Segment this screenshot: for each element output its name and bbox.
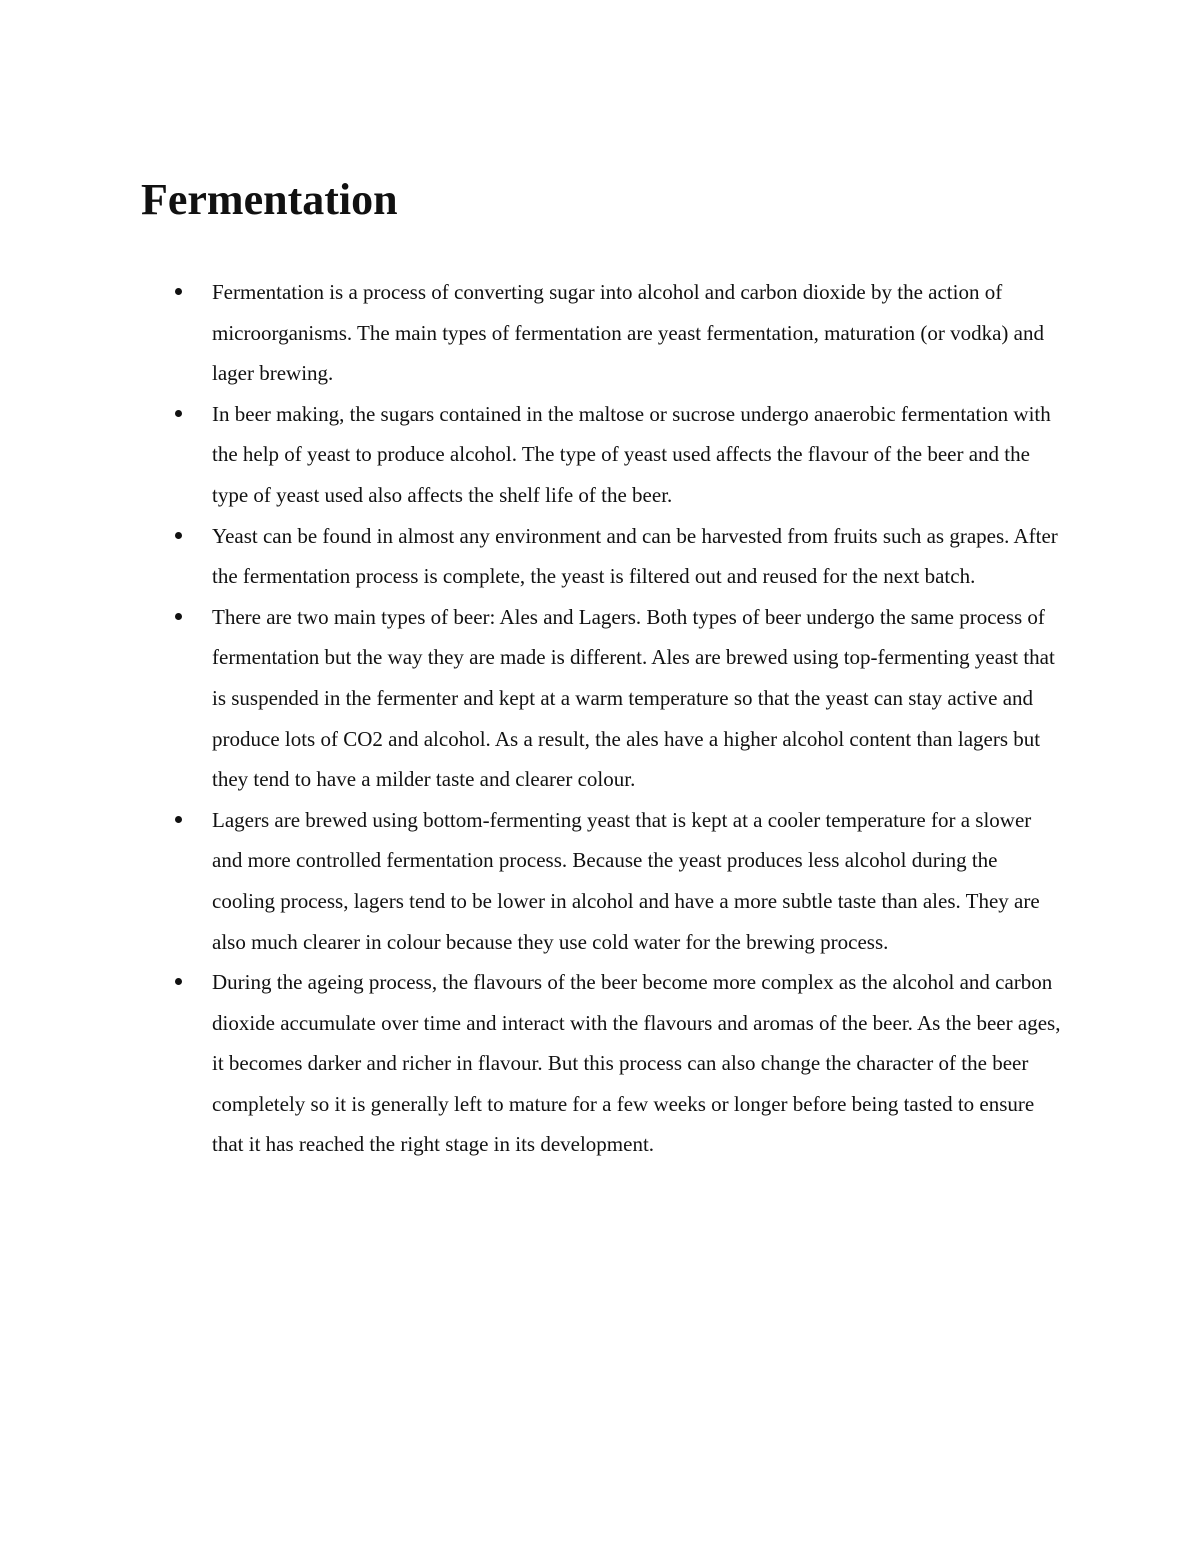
bullet-text: During the ageing process, the flavours of the beer become more complex as the alcohol and carbon dioxide accumulate over time and interact with the flavours and aromas of the beer. As the beer ages, it becomes darker and richer in flavour. But this process can also change the character of the beer completely so it is generally left to mature for a few weeks or longer before being tasted to ensure that it has reached the right stage in its development. <box>212 970 1061 1157</box>
bullet-text: Lagers are brewed using bottom-fermenting yeast that is kept at a cooler temperature for a slower and more controlled fermentation process. Because the yeast produces less alcohol during the cooling process, lagers tend to be lower in alcohol and have a more subtle taste than ales. They are also much clearer in colour because they use cold water for the brewing process. <box>212 807 1040 954</box>
list-item <box>0 516 1200 597</box>
list-item <box>0 800 1200 962</box>
bullet-text: There are two main types of beer: Ales and Lagers. Both types of beer undergo the same process of fermentation but the way they are made is different. Ales are brewed using top-fermenting yeast that is suspended in the fermenter and kept at a warm temperature so that the yeast can stay active and produce lots of CO2 and alcohol. As a result, the ales have a higher alcohol content than lagers but they tend to have a milder taste and clearer colour. <box>212 604 1055 792</box>
list-item <box>0 272 1200 394</box>
list-item <box>0 394 1200 516</box>
bullet-text: Fermentation is a process of converting sugar into alcohol and carbon dioxide by the action of microorganisms. The main types of fermentation are yeast fermentation, maturation (or vodka) and lager brewing. <box>212 280 1044 386</box>
bullet-icon <box>175 288 182 295</box>
bullet-icon <box>175 978 182 985</box>
bullet-text: Yeast can be found in almost any environment and can be harvested from fruits such as grapes. After the fermentation process is complete, the yeast is filtered out and reused for the next batch. <box>212 523 1058 589</box>
bullet-list <box>0 272 1200 1165</box>
bullet-icon <box>175 613 182 620</box>
document-title: Fermentation <box>141 175 398 224</box>
list-item <box>0 962 1200 1165</box>
bullet-icon <box>175 816 182 823</box>
list-item <box>0 597 1200 800</box>
bullet-icon <box>175 410 182 417</box>
bullet-text: In beer making, the sugars contained in the maltose or sucrose undergo anaerobic fermentation with the help of yeast to produce alcohol. The type of yeast used affects the flavour of the beer and the type of yeast used also affects the shelf life of the beer. <box>212 401 1051 507</box>
bullet-icon <box>175 532 182 539</box>
